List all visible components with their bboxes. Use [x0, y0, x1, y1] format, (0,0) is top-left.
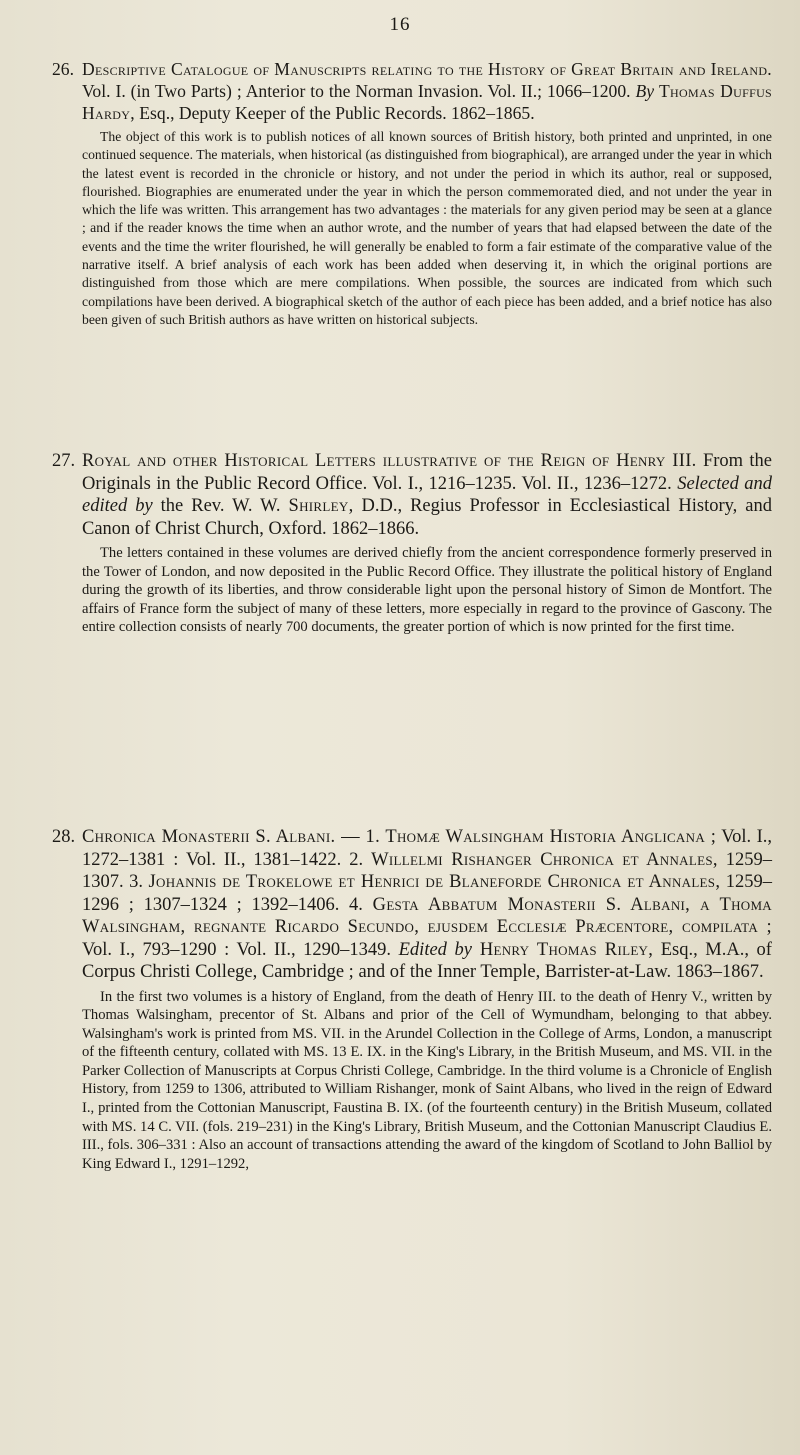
entry-author-details: Esq., Deputy Keeper of the Public Records. 1862–1865. — [134, 103, 535, 123]
entry-editor: Shirley, — [288, 496, 354, 516]
catalogue-entry-28 — [52, 826, 772, 1173]
entry-title: Chronica Monasterii S. Albani. — 1. Thomæ Walsingham Historia Anglicana ; — [82, 827, 717, 847]
entry-number: 26. — [52, 59, 74, 79]
entry-heading — [52, 826, 772, 984]
entry-editor-details: Esq., M.A., of Corpus Christi College, Cambridge ; and of the Inner Temple, Barrister-at-Law. 1863–1867. — [82, 939, 772, 982]
entry-part-7: Vol. I., 793–1290 : Vol. II., 1290–1349. — [82, 939, 399, 960]
entry-title: Royal and other Historical Letters illustrative of the Reign of Henry III. — [82, 451, 697, 471]
entry-details: From the Originals in the Public Record Office. Vol. I., 1216–1235. Vol. II., 1236–1272. — [82, 451, 772, 494]
entry-editor: Henry Thomas Riley, — [471, 939, 654, 960]
entry-part-5: 1259–1296 ; 1307–1324 ; 1392–1406. 4. — [82, 872, 773, 915]
entry-editor-details: D.D., Regius Professor in Ecclesiastical History, and Canon of Christ Church, Oxford. 1862–1866. — [82, 496, 772, 539]
entry-part-3: 1259–1307. 3. — [82, 849, 772, 892]
entry-edited-label: Selected and edited by — [82, 473, 773, 516]
entry-heading — [52, 450, 772, 540]
entry-by-label: By — [635, 81, 655, 101]
entry-part-6: Gesta Abbatum Monasterii S. Albani, a Thoma Walsingham, regnante Ricardo Secundo, ejusdem Ecclesiæ Præcentore, compilata ; — [82, 894, 772, 937]
entry-title: Descriptive Catalogue of Manuscripts relating to the History of Great Britain and Ireland. — [82, 59, 772, 79]
entry-description: The letters contained in these volumes are derived chiefly from the ancient correspondence formerly preserved in the Tower of London, and now deposited in the Public Record Office. They illustrate the political history of England during the growth of its liberties, and throw considerable light upon the personal history of Simon de Montfort. The affairs of France form the subject of many of these letters, more especially in regard to the province of Gascony. The entire collection consists of nearly 700 documents, the greater portion of which is now printed for the first time. — [82, 545, 772, 636]
entry-description: In the first two volumes is a history of England, from the death of Henry III. to the death of Henry V., written by Thomas Walsingham, precentor of St. Albans and prior of the Cell of Wymundham, belonging to that abbey. Walsingham's work is printed from MS. VII. in the Arundel Collection in the College of Arms, London, a manuscript of the fifteenth century, collated with MS. 13 E. IX. in the King's Library, in the British Museum, and MS. VII. in the Parker Collection of Manuscripts at Corpus Christi College, Cambridge. In the third volume is a Chronicle of English History, from 1259 to 1306, attributed to William Rishanger, monk of Saint Albans, who lived in the reign of Edward I., printed from the Cottonian Manuscript, Faustina B. IX. (of the fourteenth century) in the British Museum, collated with MS. 14 C. VII. (fols. 219–231) in the King's Library, British Museum, and the Cottonian Manuscript Claudius E. III., fols. 306–331 : Also an account of transactions attending the award of the kingdom of Scotland to John Balliol by King Edward I., 1291–1292, — [82, 988, 772, 1172]
entry-part-2: Willelmi Rishanger Chronica et Annales, — [371, 849, 718, 870]
entry-details: Vol. I. (in Two Parts) ; Anterior to the Norman Invasion. Vol. II.; 1066–1200. — [82, 81, 636, 101]
catalogue-entry-26 — [52, 58, 772, 329]
entry-part-4: Johannis de Trokelowe et Henrici de Blaneforde Chronica et Annales, — [148, 872, 721, 892]
entry-editor-prefix: the Rev. W. W. — [152, 496, 289, 516]
entry-description: The object of this work is to publish notices of all known sources of British history, both printed and unprinted, in one continued sequence. The materials, when historical (as distinguished from biographical), are arranged under the year in which the latest event is recorded in the chronicle or history, and not under the period in which its author, real or supposed, flourished. Biographies are enumerated under the year in which the person commemorated died, and not under the year in which the life was written. This arrangement has two advantages : the materials for any given period may be seen at a glance ; and if the reader knows the time when an author wrote, and the number of years that had elapsed between the date of the events and the time the writer flourished, he will generally be enabled to form a fair estimate of the comparative value of the narrative itself. A brief analysis of each work has been added when deserving it, in which the original portions are distinguished from those which are mere compilations. When possible, the sources are indicated from which such compilations have been derived. A biographical sketch of the author of each piece has been added, and a brief notice has also been given of such British authors as have written on historical subjects. — [82, 129, 772, 327]
entry-author: Thomas Duffus Hardy, — [82, 81, 773, 123]
entry-number: 28. — [52, 827, 76, 847]
catalogue-entry-27 — [52, 450, 772, 637]
entry-heading — [52, 58, 772, 124]
entry-edited-label: Edited by — [398, 939, 472, 960]
page-number: 16 — [389, 14, 411, 35]
entry-number: 27. — [52, 451, 76, 471]
entry-part-1: Vol. I., 1272–1381 : Vol. II., 1381–1422. 2. — [82, 827, 772, 870]
